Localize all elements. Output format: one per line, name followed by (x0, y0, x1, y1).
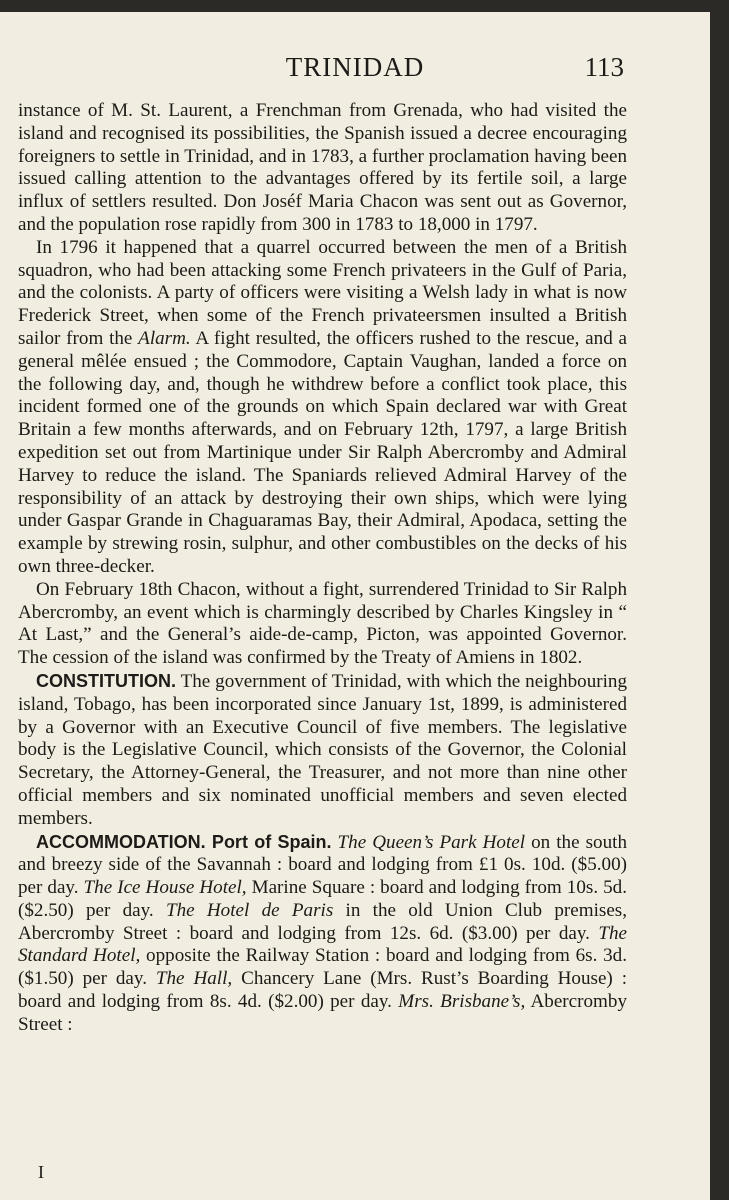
hotel-name-standard: The Standard Hotel, (18, 922, 627, 967)
hotel-text-mrs-brisbane: Abercromby Street : (18, 991, 627, 1035)
constitution-text: The government of Trinidad, with which the neighbouring island, Tobago, has been incorporated since January 1st, 1899, is administered by a Governor with an Executive Council of five members. The legislative body is the Legislative Council, which consists of the Governor, the Colonial Secretary, the Attorney-General, the Treasurer, and not more than nine other official members and six nominated unofficial members and seven elected members. (18, 670, 627, 829)
paragraph-constitution (18, 670, 627, 831)
page-number: 113 (584, 52, 624, 82)
running-title: TRINIDAD (285, 52, 425, 82)
hotel-text-the-hall: Chancery Lane (Mrs. Rust’s Boarding House) : board and lodging from 8s. 4d. ($2.00) per day. (18, 968, 628, 1013)
book-page (0, 12, 710, 1200)
paragraph-quarrel (18, 237, 627, 579)
signature-mark: I (38, 1162, 44, 1182)
paragraph-history-intro: instance of M. St. Laurent, a Frenchman from Grenada, who had visited the island and recognised its possibilities, the Spanish issued a decree encouraging foreigners to settle in Trinidad, and in 1783, a further proclamation having been issued calling attention to the advantages offered by its fertile soil, a large influx of settlers resulted. Don Joséf Maria Chacon was sent out as Governor, and the population rose rapidly from 300 in 1783 to 18,000 in 1797. (18, 100, 627, 235)
paragraph-accommodation (18, 831, 627, 1037)
quarrel-text-a: In 1796 it happened that a quarrel occurred between the men of a British squadron, who had been attacking some French privateers in the Gulf of Paria, and the colonists. A party of officers were visiting a Welsh lady in what is now Frederick Street, when some of the French privateersmen insulted a British sailor from the (18, 236, 627, 349)
hotel-name-the-hall: The Hall, (155, 968, 233, 990)
ship-name-alarm: Alarm. (138, 327, 191, 349)
hotel-text-ice-house: Marine Square : board and lodging from 10s. 5d. ($2.50) per day. (18, 877, 627, 921)
port-of-spain-heading: Port of Spain. (205, 831, 332, 852)
hotel-text-de-paris: in the old Union Club premises, Abercromby Street : board and lodging from 12s. 6d. ($3.00) per day. (18, 899, 627, 944)
quarrel-text-b: A fight resulted, the officers rushed to the rescue, and a general mêlée ensued ; the Commodore, Captain Vaughan, landed a force on the following day, and, though he withdrew before a conflict took place, this incident formed one of the grounds on which Spain declared war with Great Britain a few months afterwards, and on February 12th, 1797, a large British expedition set out from Martinique under Sir Ralph Abercromby and Admiral Harvey to reduce the island. The Spaniards relieved Admiral Harvey of the responsibility of an attack by destroying their own ships, which were lying under Gaspar Grande in Chaguaramas Bay, their Admiral, Apodaca, setting the example by strewing rosin, sulphur, and other combustibles on the decks of his own three-decker. (18, 327, 627, 577)
hotel-name-de-paris: The Hotel de Paris (165, 899, 334, 921)
body-text (18, 100, 627, 1037)
hotel-text-standard: opposite the Railway Station : board and lodging from 6s. 3d. ($1.50) per day. (18, 945, 627, 990)
hotel-name-mrs-brisbane: Mrs. Brisbane’s, (398, 991, 526, 1013)
constitution-heading: CONSTITUTION. (36, 670, 176, 691)
accommodation-heading: ACCOMMODATION. (36, 831, 206, 852)
hotel-name-queens-park: The Queen’s Park Hotel (331, 831, 526, 853)
hotel-text-queens-park: on the south and breezy side of the Savannah : board and lodging from £1 0s. 10d. ($5.00) per day. (18, 831, 627, 899)
paragraph-surrender: On February 18th Chacon, without a fight, surrendered Trinidad to Sir Ralph Abercromby, an event which is charmingly described by Charles Kingsley in “ At Last,” and the General’s aide-de-camp, Picton, was appointed Governor. The cession of the island was confirmed by the Treaty of Amiens in 1802. (18, 578, 627, 669)
hotel-name-ice-house: The Ice House Hotel, (83, 877, 247, 899)
